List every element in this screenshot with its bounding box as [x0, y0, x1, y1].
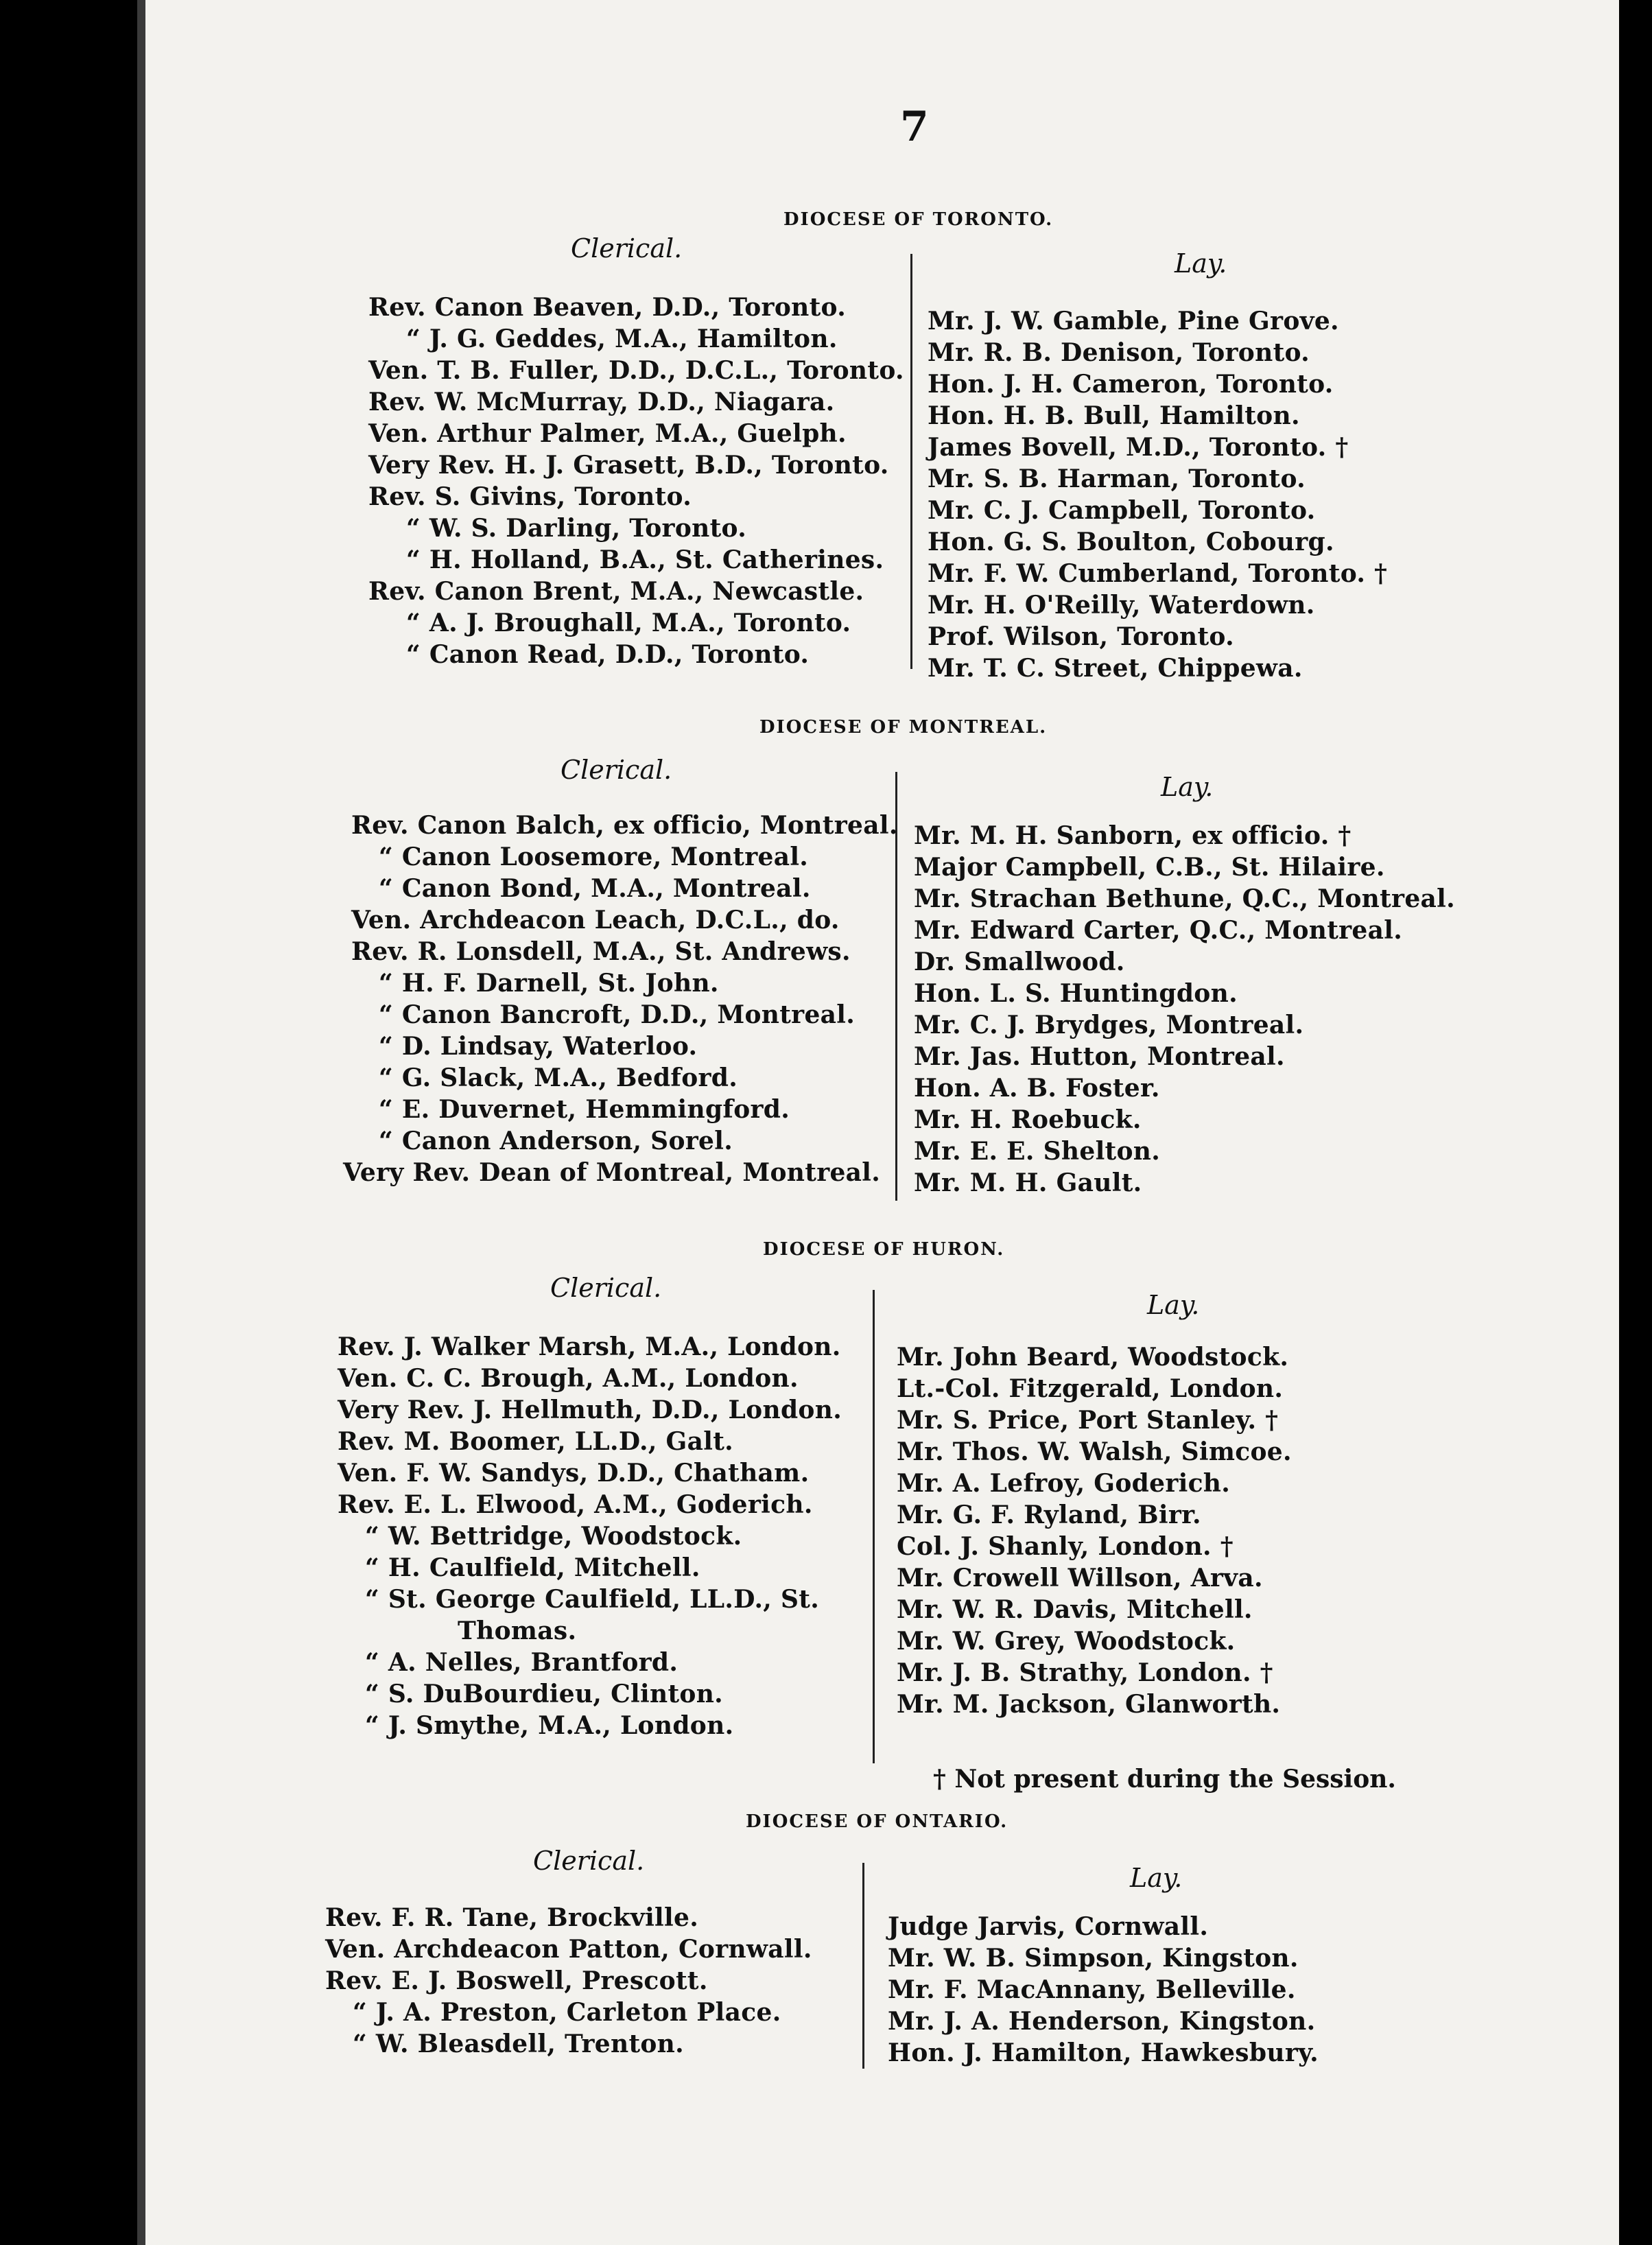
list-item: Mr. Strachan Bethune, Q.C., Montreal.	[914, 884, 1455, 913]
list-item: Mr. M. H. Gault.	[914, 1168, 1142, 1197]
list-item: Lt.-Col. Fitzgerald, London.	[897, 1374, 1284, 1403]
list-item: Mr. C. J. Brydges, Montreal.	[914, 1011, 1304, 1039]
list-item: Mr. W. Grey, Woodstock.	[897, 1627, 1236, 1656]
list-item: “ Canon Bancroft, D.D., Montreal.	[379, 1000, 856, 1029]
list-item: “ St. George Caulfield, LL.D., St.	[365, 1585, 820, 1614]
column-divider	[862, 1863, 864, 2069]
list-item: “ W. Bettridge, Woodstock.	[365, 1522, 742, 1551]
section-title-ontario: DIOCESE OF ONTARIO.	[746, 1811, 1008, 1832]
list-item: Hon. J. H. Cameron, Toronto.	[928, 370, 1334, 399]
lay-list-ontario	[888, 1911, 1319, 2069]
list-item: Ven. Archdeacon Leach, D.C.L., do.	[351, 906, 840, 935]
list-item: James Bovell, M.D., Toronto. †	[928, 433, 1349, 462]
clerical-heading-huron: Clerical.	[550, 1273, 662, 1303]
list-item: Mr. E. E. Shelton.	[914, 1137, 1161, 1166]
clerical-list-toronto	[368, 292, 904, 670]
section-title-toronto: DIOCESE OF TORONTO.	[783, 209, 1054, 230]
column-divider	[873, 1290, 875, 1763]
section-title-huron: DIOCESE OF HURON.	[763, 1239, 1005, 1260]
list-item: Rev. E. L. Elwood, A.M., Goderich.	[338, 1490, 813, 1519]
list-item: Dr. Smallwood.	[914, 948, 1125, 976]
list-item: Col. J. Shanly, London. †	[897, 1532, 1234, 1561]
list-item: Prof. Wilson, Toronto.	[928, 622, 1234, 651]
list-item: Ven. C. C. Brough, A.M., London.	[338, 1364, 799, 1393]
list-item: Rev. E. J. Boswell, Prescott.	[325, 1966, 708, 1995]
list-item: “ Canon Anderson, Sorel.	[379, 1127, 733, 1155]
list-item: Ven. Arthur Palmer, M.A., Guelph.	[368, 419, 847, 448]
footnote-not-present: † Not present during the Session.	[933, 1765, 1396, 1794]
lay-heading-ontario: Lay.	[1130, 1863, 1183, 1893]
list-item: Mr. W. B. Simpson, Kingston.	[888, 1944, 1299, 1973]
list-item: “ H. Caulfield, Mitchell.	[365, 1553, 700, 1582]
list-item: Mr. John Beard, Woodstock.	[897, 1343, 1289, 1372]
document-page	[145, 0, 1619, 2245]
list-item: “ Canon Loosemore, Montreal.	[379, 843, 809, 871]
list-item: “ H. F. Darnell, St. John.	[379, 969, 719, 998]
list-item: Hon. L. S. Huntingdon.	[914, 979, 1238, 1008]
list-item: Rev. F. R. Tane, Brockville.	[325, 1903, 699, 1932]
list-item: Ven. F. W. Sandys, D.D., Chatham.	[338, 1459, 810, 1488]
list-item: Thomas.	[458, 1617, 577, 1645]
list-item: Mr. H. Roebuck.	[914, 1105, 1142, 1134]
list-item: Hon. H. B. Bull, Hamilton.	[928, 401, 1300, 430]
list-item: Rev. Canon Beaven, D.D., Toronto.	[368, 293, 847, 322]
lay-heading-montreal: Lay.	[1161, 772, 1214, 802]
list-item: “ W. Bleasdell, Trenton.	[353, 2030, 684, 2058]
list-item: Mr. J. A. Henderson, Kingston.	[888, 2007, 1316, 2036]
list-item: Mr. M. H. Sanborn, ex officio. †	[914, 821, 1352, 850]
column-divider	[910, 254, 912, 669]
list-item: Rev. S. Givins, Toronto.	[368, 482, 692, 511]
list-item: “ D. Lindsay, Waterloo.	[379, 1032, 698, 1061]
list-item: Judge Jarvis, Cornwall.	[888, 1912, 1209, 1941]
list-item: Very Rev. H. J. Grasett, B.D., Toronto.	[368, 451, 889, 480]
clerical-heading-toronto: Clerical.	[571, 233, 683, 263]
list-item: “ H. Holland, B.A., St. Catherines.	[406, 545, 884, 574]
list-item: Hon. J. Hamilton, Hawkesbury.	[888, 2038, 1319, 2067]
list-item: Hon. G. S. Boulton, Cobourg.	[928, 528, 1334, 556]
list-item: Rev. Canon Brent, M.A., Newcastle.	[368, 577, 864, 606]
list-item: Rev. J. Walker Marsh, M.A., London.	[338, 1332, 841, 1361]
clerical-heading-montreal: Clerical.	[560, 755, 672, 785]
lay-heading-toronto: Lay.	[1175, 248, 1227, 279]
list-item: Hon. A. B. Foster.	[914, 1074, 1160, 1103]
list-item: Rev. R. Lonsdell, M.A., St. Andrews.	[351, 937, 851, 966]
list-item: Mr. S. B. Harman, Toronto.	[928, 465, 1306, 493]
list-item: “ W. S. Darling, Toronto.	[406, 514, 747, 543]
list-item: Mr. S. Price, Port Stanley. †	[897, 1406, 1279, 1435]
list-item: Mr. J. B. Strathy, London. †	[897, 1658, 1273, 1687]
clerical-list-ontario	[325, 1902, 812, 2060]
list-item: Major Campbell, C.B., St. Hilaire.	[914, 853, 1385, 882]
list-item: “ J. G. Geddes, M.A., Hamilton.	[406, 325, 838, 353]
lay-list-toronto	[928, 305, 1387, 684]
list-item: “ J. Smythe, M.A., London.	[365, 1711, 734, 1740]
list-item: Mr. M. Jackson, Glanworth.	[897, 1690, 1281, 1719]
list-item: Mr. Thos. W. Walsh, Simcoe.	[897, 1437, 1292, 1466]
list-item: Mr. Crowell Willson, Arva.	[897, 1564, 1263, 1592]
list-item: Mr. R. B. Denison, Toronto.	[928, 338, 1310, 367]
list-item: Mr. C. J. Campbell, Toronto.	[928, 496, 1316, 525]
clerical-list-huron	[338, 1331, 842, 1741]
list-item: Mr. W. R. Davis, Mitchell.	[897, 1595, 1253, 1624]
list-item: Very Rev. J. Hellmuth, D.D., London.	[338, 1396, 842, 1424]
list-item: Ven. T. B. Fuller, D.D., D.C.L., Toronto.	[368, 356, 904, 385]
list-item: “ G. Slack, M.A., Bedford.	[379, 1063, 738, 1092]
list-item: “ Canon Read, D.D., Toronto.	[406, 640, 810, 669]
list-item: Mr. J. W. Gamble, Pine Grove.	[928, 307, 1339, 336]
list-item: “ A. Nelles, Brantford.	[365, 1648, 678, 1677]
list-item: “ E. Duvernet, Hemmingford.	[379, 1095, 790, 1124]
list-item: “ Canon Bond, M.A., Montreal.	[379, 874, 811, 903]
list-item: Very Rev. Dean of Montreal, Montreal.	[343, 1158, 881, 1187]
list-item: Rev. Canon Balch, ex officio, Montreal.	[351, 811, 898, 840]
list-item: Rev. W. McMurray, D.D., Niagara.	[368, 388, 835, 416]
list-item: Mr. H. O'Reilly, Waterdown.	[928, 591, 1315, 620]
page-edge	[1614, 0, 1652, 2245]
list-item: Mr. T. C. Street, Chippewa.	[928, 654, 1303, 683]
list-item: Mr. A. Lefroy, Goderich.	[897, 1469, 1231, 1498]
list-item: Mr. Edward Carter, Q.C., Montreal.	[914, 916, 1403, 945]
list-item: Mr. Jas. Hutton, Montreal.	[914, 1042, 1285, 1071]
clerical-list-montreal	[343, 810, 898, 1188]
list-item: “ J. A. Preston, Carleton Place.	[353, 1998, 781, 2027]
clerical-heading-ontario: Clerical.	[533, 1846, 645, 1876]
list-item: “ A. J. Broughall, M.A., Toronto.	[406, 609, 851, 637]
lay-heading-huron: Lay.	[1147, 1290, 1200, 1320]
lay-list-huron	[897, 1341, 1292, 1720]
lay-list-montreal	[914, 820, 1455, 1199]
list-item: Rev. M. Boomer, LL.D., Galt.	[338, 1427, 733, 1456]
list-item: Ven. Archdeacon Patton, Cornwall.	[325, 1935, 812, 1964]
list-item: Mr. F. MacAnnany, Belleville.	[888, 1975, 1296, 2004]
list-item: Mr. F. W. Cumberland, Toronto. †	[928, 559, 1388, 588]
page-number: 7	[900, 103, 929, 151]
list-item: Mr. G. F. Ryland, Birr.	[897, 1501, 1201, 1529]
section-title-montreal: DIOCESE OF MONTREAL.	[759, 717, 1048, 738]
list-item: “ S. DuBourdieu, Clinton.	[365, 1680, 724, 1708]
